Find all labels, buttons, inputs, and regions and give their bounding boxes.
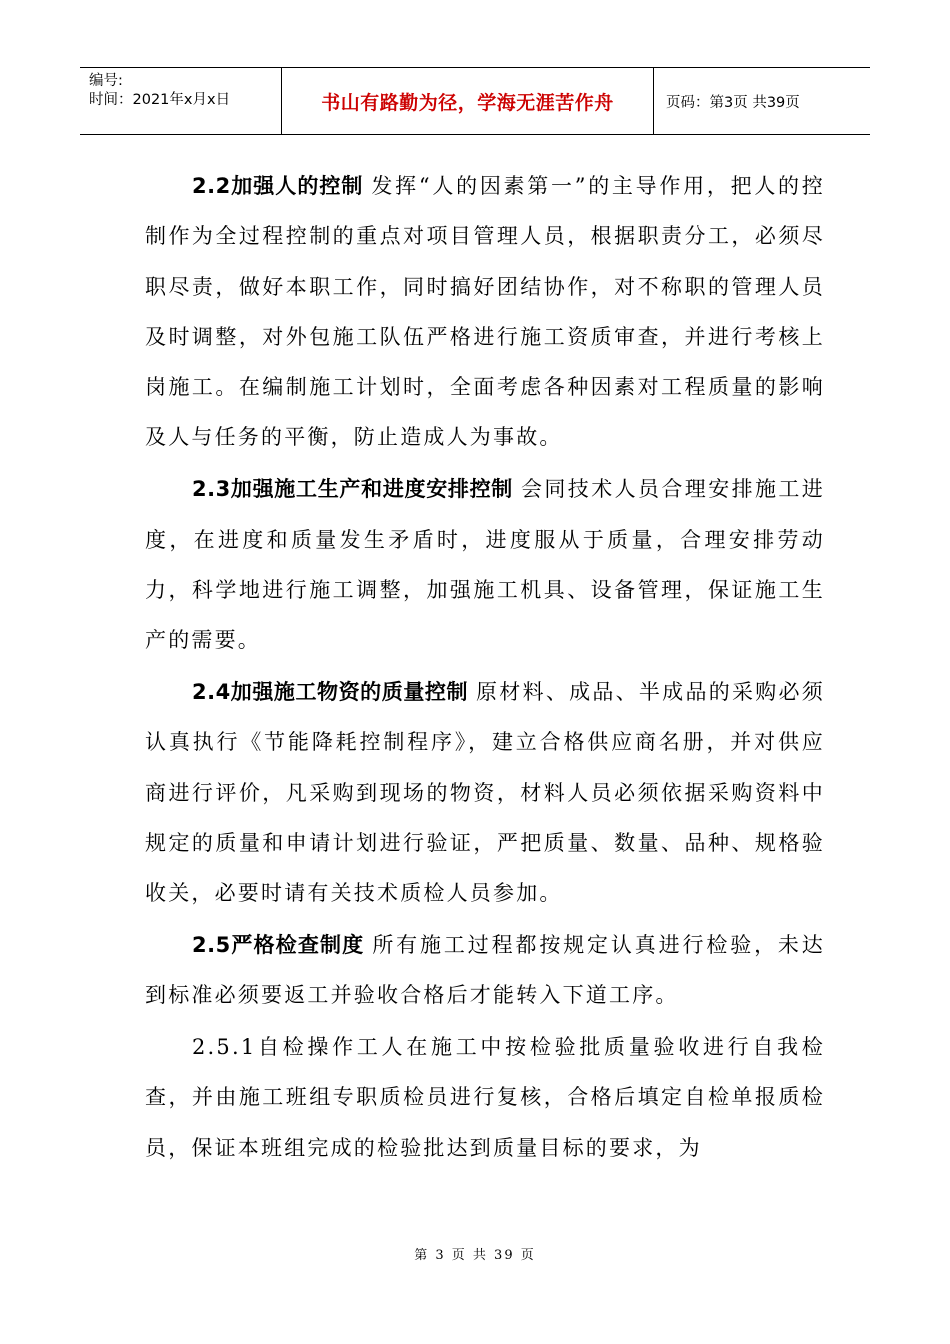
- paragraph: [145, 667, 825, 918]
- page-footer: [0, 1244, 950, 1263]
- date-label: 时间：2021年x月x日: [89, 92, 231, 108]
- header-meta-cell: [80, 68, 282, 134]
- paragraph-text: 发挥“人的因素第一”的主导作用，把人的控制作为全过程控制的重点对项目管理人员，根据职责分工，必须尽职尽责，做好本职工作，同时搞好团结协作，对不称职的管理人员及时调整，对外包施工队伍严格进行施工资质审查，并进行考核上岗施工。在编制施工计划时，全面考虑各种因素对工程质量的影响及人与任务的平衡，防止造成人为事故。: [145, 174, 825, 450]
- header-motto-cell: [282, 68, 654, 134]
- paragraph-text: 所有施工过程都按规定认真进行检验，未达到标准必须要返工并验收合格后才能转入下道工序。: [145, 932, 825, 1008]
- paragraph-text: 原材料、成品、半成品的采购必须认真执行《节能降耗控制程序》，建立合格供应商名册，并对供应商进行评价，凡采购到现场的物资，材料人员必须依据采购资料中规定的质量和申请计划进行验证，严把质量、数量、品种、规格验收关，必要时请有关技术质检人员参加。: [145, 679, 825, 906]
- paragraph: [145, 464, 825, 665]
- paragraph: [145, 161, 825, 463]
- section-heading: 2.5严格检查制度: [192, 932, 365, 957]
- paragraph: [145, 920, 825, 1021]
- paragraph-text: 会同技术人员合理安排施工进度，在进度和质量发生矛盾时，进度服从于质量，合理安排劳动力，科学地进行施工调整，加强施工机具、设备管理，保证施工生产的需要。: [145, 477, 825, 653]
- section-heading: 2.3加强施工生产和进度安排控制: [192, 477, 513, 502]
- page-number-label: 页码：第3页 共39页: [666, 94, 800, 111]
- section-heading: 2.4加强施工物资的质量控制: [192, 679, 469, 704]
- section-heading: 2.2加强人的控制: [192, 174, 364, 198]
- motto-text: 书山有路勤为径，学海无涯苦作舟: [321, 91, 614, 114]
- header-page-cell: [654, 68, 870, 134]
- serial-number-label: 编号:: [89, 73, 123, 89]
- paragraph: [145, 1022, 825, 1173]
- page-header: [80, 67, 870, 135]
- paragraph-text: 2.5.1自检操作工人在施工中按检验批质量验收进行自我检查，并由施工班组专职质检员进行复核，合格后填定自检单报质检员，保证本班组完成的检验批达到质量目标的要求，为: [145, 1035, 825, 1160]
- document-body: [145, 161, 825, 1174]
- footer-page-number: 第 3 页 共 39 页: [414, 1248, 536, 1263]
